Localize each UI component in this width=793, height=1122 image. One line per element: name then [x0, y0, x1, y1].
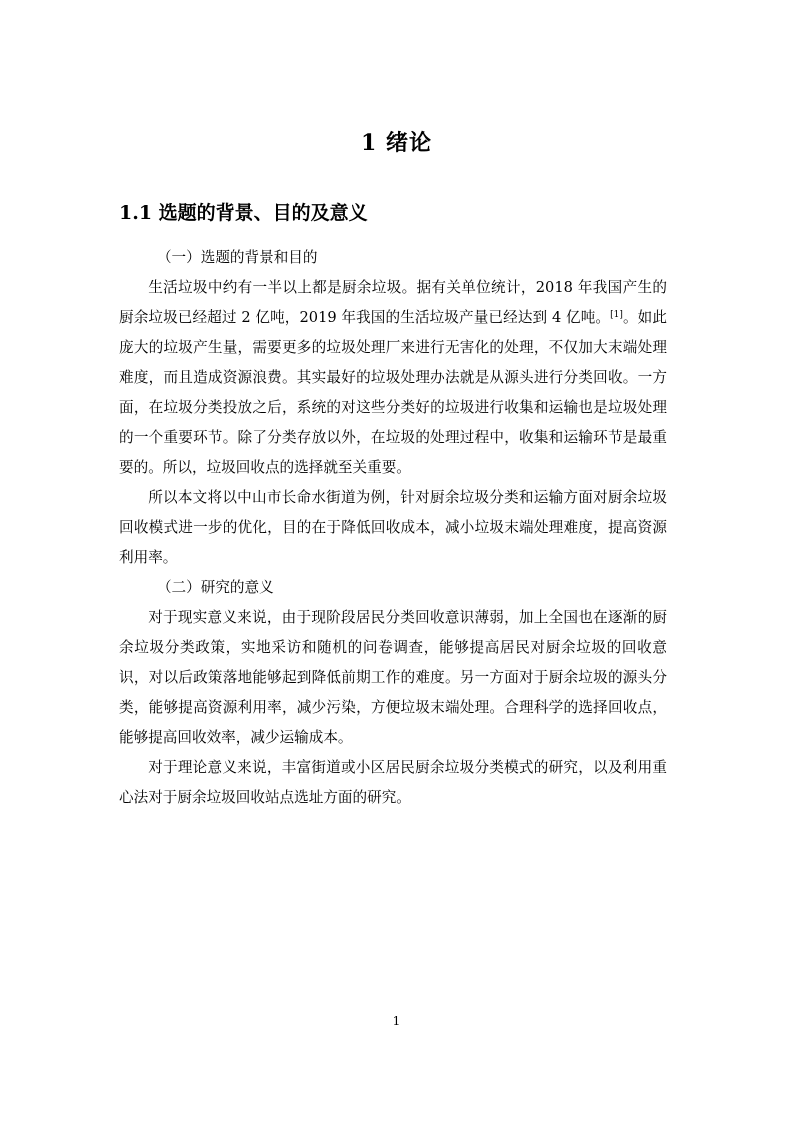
paragraph-practical-significance: 对于现实意义来说，由于现阶段居民分类回收意识薄弱，加上全国也在逐渐的厨余垃圾分类政策，实地采访和随机的问卷调查，能够提高居民对厨余垃圾的回收意识，对以后政策落地能够起到降低前期工作的难度。另一方面对于厨余垃圾的源头分类，能够提高资源利用率，减少污染，方便垃圾末端处理。合理科学的选择回收点，能够提高回收效率，减少运输成本。 [119, 609, 667, 746]
citation-marker: [1] [610, 310, 623, 320]
paragraph-purpose: 所以本文将以中山市长命水街道为例，针对厨余垃圾分类和运输方面对厨余垃圾回收模式进一步的优化，目的在于降低回收成本，减小垃圾末端处理难度，提高资源利用率。 [119, 489, 667, 566]
paragraph-theoretical-significance: 对于理论意义来说，丰富街道或小区居民厨余垃圾分类模式的研究，以及利用重心法对于厨余垃圾回收站点选址方面的研究。 [119, 759, 667, 806]
body-text [119, 243, 667, 813]
paragraph-background [119, 273, 667, 483]
chapter-title: 1 绪论 [361, 130, 432, 156]
subheading-significance: （二）研究的意义 [156, 579, 274, 596]
page-number: 1 [392, 1014, 401, 1028]
section-title: 1.1 选题的背景、目的及意义 [119, 202, 368, 224]
paragraph-text: 。如此庞大的垃圾产生量，需要更多的垃圾处理厂来进行无害化的处理，不仅加大末端处理难度，而且造成资源浪费。其实最好的垃圾处理办法就是从源头进行分类回收。一方面，在垃圾分类投放之后，系统的对这些分类好的垃圾进行收集和运输也是垃圾处理的一个重要环节。除了分类存放以外，在垃圾的处理过程中，收集和运输环节是最重要的。所以，垃圾回收点的选择就至关重要。 [119, 309, 667, 476]
paragraph-text: 生活垃圾中约有一半以上都是厨余垃圾。据有关单位统计，2018 年我国产生的厨余垃圾已经超过 2 亿吨，2019 年我国的生活垃圾产量已经达到 4 亿吨。 [119, 279, 667, 326]
subheading-background: （一）选题的背景和目的 [156, 249, 318, 266]
